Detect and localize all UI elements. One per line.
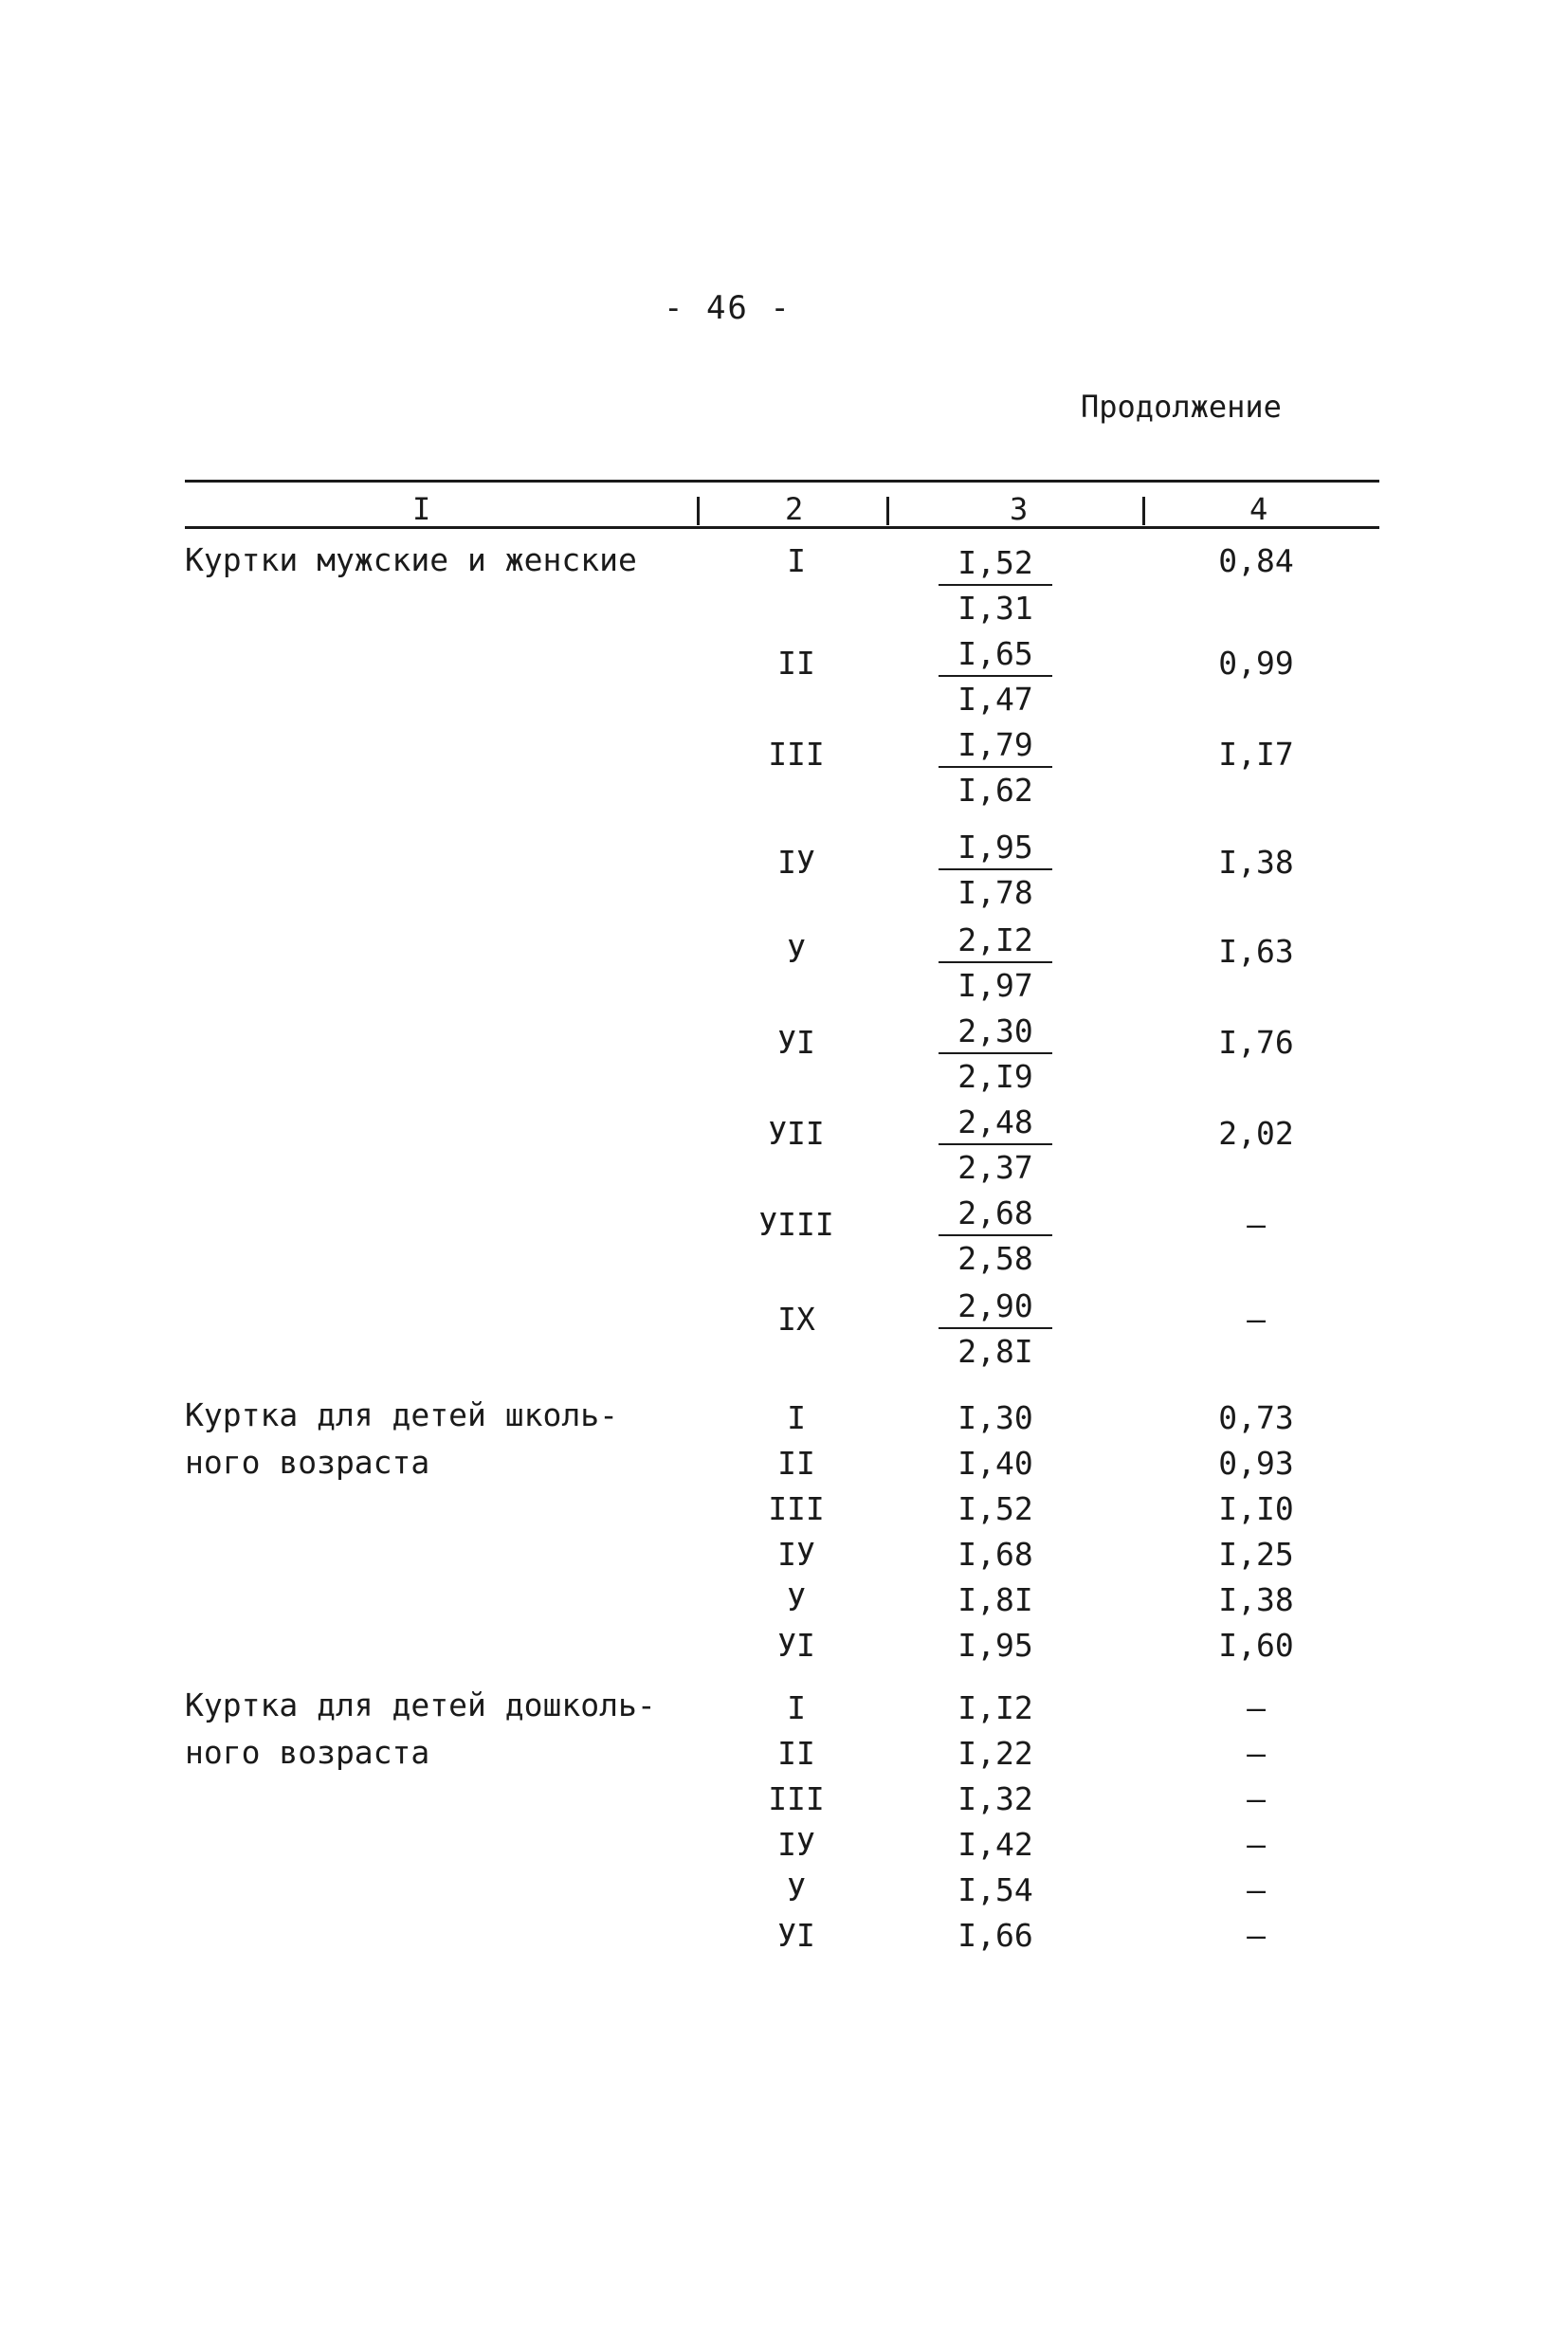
value-cell: 2,02 — [1218, 1115, 1294, 1152]
value-cell: – — [1247, 1780, 1266, 1817]
size-cell: II — [777, 645, 815, 682]
value-bottom: I,97 — [957, 967, 1033, 1004]
column-separator — [697, 497, 700, 525]
value-top: 2,48 — [939, 1102, 1052, 1145]
value-bottom: I,62 — [957, 772, 1033, 809]
value-cell: I,40 — [957, 1445, 1033, 1482]
value-bottom: 2,37 — [957, 1149, 1033, 1186]
value-cell: I,8I — [957, 1581, 1033, 1618]
size-cell: IX — [777, 1301, 815, 1338]
value-fraction-cell — [939, 920, 1052, 1009]
column-header-1: I — [412, 491, 431, 527]
size-cell: I — [787, 1689, 806, 1726]
value-cell: 0,84 — [1218, 542, 1294, 579]
size-cell: III — [768, 736, 825, 773]
size-cell: III — [768, 1490, 825, 1527]
value-cell: – — [1247, 1206, 1266, 1243]
value-bottom: 2,58 — [957, 1240, 1033, 1277]
value-fraction-cell — [939, 1285, 1052, 1375]
size-cell: У — [787, 933, 806, 970]
value-fraction-cell — [939, 1102, 1052, 1191]
value-cell: I,63 — [1218, 933, 1294, 970]
value-cell: 0,99 — [1218, 645, 1294, 682]
value-cell: – — [1247, 1735, 1266, 1772]
value-top: I,79 — [939, 724, 1052, 768]
value-cell: I,52 — [957, 1490, 1033, 1527]
column-separator — [1142, 497, 1145, 525]
value-top: 2,30 — [939, 1011, 1052, 1054]
value-cell: I,I7 — [1218, 736, 1294, 773]
column-header-4: 4 — [1249, 491, 1268, 527]
value-cell: I,38 — [1218, 1581, 1294, 1618]
size-cell: IУ — [777, 1536, 815, 1573]
value-cell: I,60 — [1218, 1627, 1294, 1664]
value-cell: I,54 — [957, 1871, 1033, 1908]
value-top: 2,68 — [939, 1193, 1052, 1236]
column-header-3: 3 — [1010, 491, 1029, 527]
size-cell: II — [777, 1735, 815, 1772]
group-name: Куртки мужские и женские — [185, 541, 637, 578]
value-cell: I,30 — [957, 1399, 1033, 1436]
size-cell: У — [787, 1581, 806, 1618]
value-cell: I,95 — [957, 1627, 1033, 1664]
table-top-rule — [185, 480, 1379, 483]
group-name: Куртка для детей школь- ного возраста — [185, 1396, 618, 1481]
value-cell: I,25 — [1218, 1536, 1294, 1573]
value-bottom: I,31 — [957, 590, 1033, 627]
value-cell: I,38 — [1218, 844, 1294, 881]
value-cell: 0,93 — [1218, 1445, 1294, 1482]
column-header-2: 2 — [785, 491, 804, 527]
value-cell: – — [1247, 1917, 1266, 1954]
value-cell: I,66 — [957, 1917, 1033, 1954]
size-cell: УII — [768, 1115, 825, 1152]
size-cell: IУ — [777, 844, 815, 881]
value-fraction-cell — [939, 827, 1052, 916]
continuation-label: Продолжение — [1081, 389, 1282, 425]
size-cell: I — [787, 542, 806, 579]
size-cell: У — [787, 1871, 806, 1908]
value-cell: I,32 — [957, 1780, 1033, 1817]
size-cell: I — [787, 1399, 806, 1436]
value-fraction-cell — [939, 1193, 1052, 1282]
size-cell: II — [777, 1445, 815, 1482]
page-number: - 46 - — [664, 289, 792, 327]
value-fraction-cell — [939, 724, 1052, 813]
value-bottom: 2,8I — [957, 1333, 1033, 1370]
value-cell: I,22 — [957, 1735, 1033, 1772]
value-fraction-cell — [939, 542, 1052, 631]
size-cell: УI — [777, 1024, 815, 1061]
group-name: Куртка для детей дошколь- ного возраста — [185, 1687, 656, 1771]
size-cell: УI — [777, 1627, 815, 1664]
value-cell: I,76 — [1218, 1024, 1294, 1061]
value-cell: – — [1247, 1871, 1266, 1908]
table-header-rule — [185, 526, 1379, 529]
size-cell: IУ — [777, 1826, 815, 1863]
value-top: 2,90 — [939, 1285, 1052, 1329]
value-cell: I,42 — [957, 1826, 1033, 1863]
value-cell: I,68 — [957, 1536, 1033, 1573]
value-fraction-cell — [939, 633, 1052, 722]
value-top: I,65 — [939, 633, 1052, 677]
value-top: I,95 — [939, 827, 1052, 870]
value-cell: I,I2 — [957, 1689, 1033, 1726]
size-cell: УIII — [758, 1206, 834, 1243]
value-bottom: I,47 — [957, 681, 1033, 718]
value-bottom: 2,I9 — [957, 1058, 1033, 1095]
value-cell: – — [1247, 1689, 1266, 1726]
value-cell: 0,73 — [1218, 1399, 1294, 1436]
value-fraction-cell — [939, 1011, 1052, 1100]
value-top: I,52 — [939, 542, 1052, 586]
value-cell: I,I0 — [1218, 1490, 1294, 1527]
size-cell: УI — [777, 1917, 815, 1954]
value-cell: – — [1247, 1826, 1266, 1863]
value-top: 2,I2 — [939, 920, 1052, 963]
value-cell: – — [1247, 1301, 1266, 1338]
size-cell: III — [768, 1780, 825, 1817]
value-bottom: I,78 — [957, 874, 1033, 911]
column-separator — [886, 497, 889, 525]
